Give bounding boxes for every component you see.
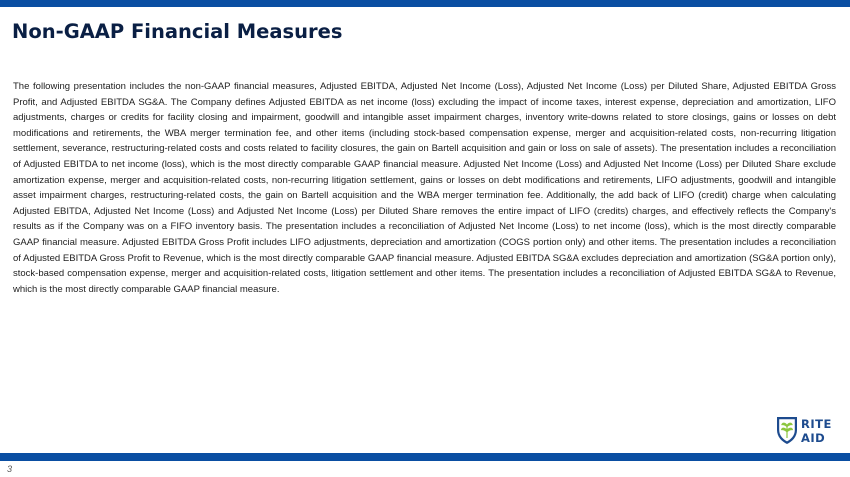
logo-wordmark-aid: AID [801,431,826,445]
page-number: 3 [7,464,13,474]
rite-aid-logo [776,415,840,451]
logo-wordmark-rite: RITE [801,417,832,431]
rite-aid-shield-icon [776,416,798,445]
bottom-accent-bar [0,453,850,461]
top-accent-bar [0,0,850,7]
slide-body-text: The following presentation includes the non-GAAP financial measures, Adjusted EBITDA, Adjusted Net Income (Loss), Adjusted Net Income (Loss) per Diluted Share, Adjusted EBITDA Gross Profit, and Adjusted EBITDA SG&A. The Company defines Adjusted EBITDA as net income (loss) excluding the impact of income taxes, interest expense, depreciation and amortization, LIFO adjustments, charges or credits for facility closing and impairment, goodwill and intangible asset impairment charges, inventory write-downs related to store closings, gains or losses on debt modifications and retirements, the WBA merger termination fee, and other items (including stock-based compensation expense, merger and acquisition-related costs, non-recurring litigation settlement, severance, restructuring-related costs and costs related to facility closures, the gain on Bartell acquisition and gain or loss on sale of assets). The presentation includes a reconciliation of Adjusted EBITDA to net income (loss), which is the most directly comparable GAAP financial measure. Adjusted Net Income (Loss) and Adjusted Net Income (Loss) per Diluted Share exclude amortization expense, merger and acquisition-related costs, non-recurring litigation settlement, gains or losses on debt modifications and retirements, LIFO adjustments, goodwill and intangible asset impairment charges, restructuring-related costs, the gain on Bartell acquisition and the WBA merger termination fee. Additionally, the add back of LIFO (credit) charge when calculating Adjusted EBITDA, Adjusted Net Income (Loss) and Adjusted Net Income (Loss) per Diluted Share removes the entire impact of LIFO (credits) charges, and effectively reflects the Company's results as if the Company was on a FIFO inventory basis. The presentation includes a reconciliation of Adjusted Net Income (Loss) to net income (loss), which is the most directly comparable GAAP financial measure. Adjusted EBITDA Gross Profit includes LIFO adjustments, depreciation and amortization (COGS portion only) and other items. The presentation includes a reconciliation of Adjusted EBITDA Gross Profit to Revenue, which is the most directly comparable GAAP financial measure. Adjusted EBITDA SG&A excludes depreciation and amortization (SG&A portion only), stock-based compensation expense, merger and acquisition-related costs, litigation settlement and other items. The presentation includes a reconciliation of Adjusted EBITDA SG&A to Revenue, which is the most directly comparable GAAP financial measure. [13,81,836,295]
slide-title: Non-GAAP Financial Measures [12,20,343,43]
